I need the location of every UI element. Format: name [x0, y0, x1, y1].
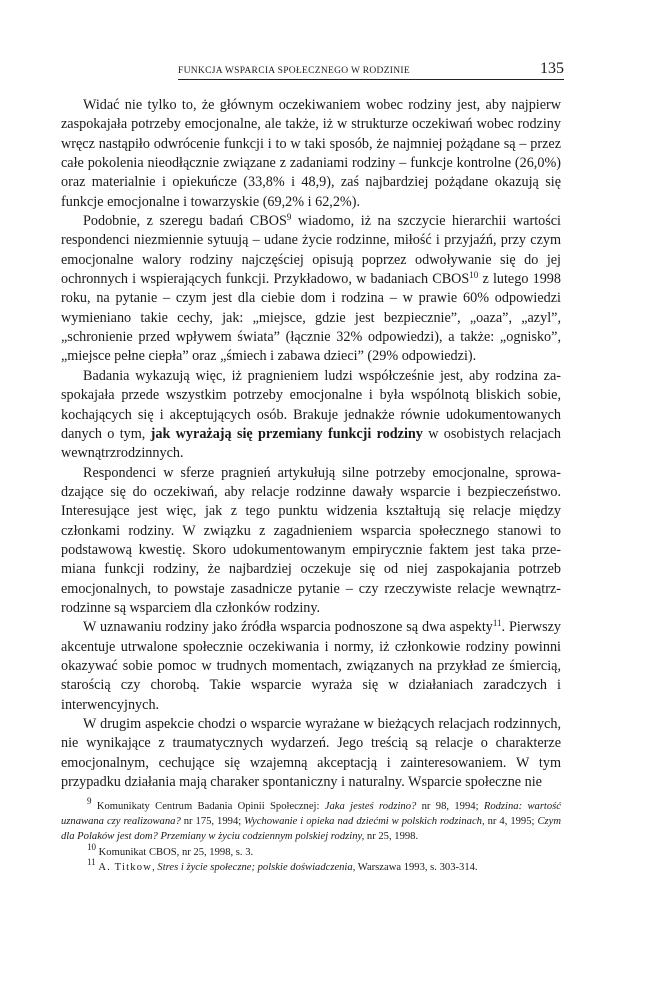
running-head	[178, 62, 564, 82]
page-number: 135	[540, 60, 564, 77]
paragraph-text: Widać nie tylko to, że głównym oczekiwaniem wobec rodziny jest, aby najpierw zaspokajała potrzeby emocjonalne, ale także, iż w strukturze oczekiwań wobec rodziny wręcz nastąpiło odwrócenie funkcji i to w taki sposób, że najmniej pożądane są – przez całe pokolenia nieodłącznie związane z zadaniami rodziny – funkcje kontrolne (26,0%) oraz materialnie i opiekuńcze (33,8% i 48,9), zaś najbardziej pożądane okazują się funkcje emocjonalne i towarzyskie (69,2% i 62,2%).	[61, 97, 561, 210]
paragraph-2	[61, 212, 561, 367]
footnote-text: nr 4, 1995;	[484, 816, 538, 828]
paragraph-text: . Pierwszy akcentuje utrwalone społecznie oczekiwania i normy, iż członkowie rodziny powinni okazywać sobie pomoc w trudnych momentach, związanych na przykład ze śmiercią, starością czy chorobą. Takie wsparcie wyraża się w działaniach zaradczych i interwencyjnych.	[61, 619, 561, 713]
footnote-9	[61, 796, 562, 845]
paragraph-1	[61, 96, 561, 212]
header-rule	[178, 79, 564, 80]
paragraph-text: z lutego 1998 roku, na pytanie – czym jest dla ciebie dom i rodzina – w prawie 60% odpowiedzi wymieniano takie cechy, jak: „miejsce, gdzie jest bezpiecznie”, „oaza”, „azyl”, „schronienie przed wpływem świata” (łącznie 32% odpowiedzi), a także: „ognisko”, „miejsce pełne ciepła” oraz „śmiech i zabawa dzieci” (29% odpowiedzi).	[61, 271, 561, 365]
footnote-11	[61, 856, 561, 875]
paragraph-text: w osobistych relacjach wewnątrzrodzinnych.	[61, 425, 561, 462]
footnote-ref-11[interactable]: 11	[492, 618, 502, 629]
paragraph-text: wiadomo, iż na szczycie hierarchii wartości respondenci niezmiennie sytuują – udane życie rodzinne, miłość i przyjaźń, przy czym emocjonalne walory rodziny najczęściej opisują poprzez odwoływanie się do jej ochronnych i wspierających funkcji. Przykładowo, w badaniach CBOS	[61, 213, 561, 288]
footnote-text: ,	[152, 861, 158, 873]
paragraph-text: Podobnie, z szeregu badań CBOS	[83, 213, 287, 230]
paragraph-5	[61, 618, 561, 715]
paragraph-text: W uznawaniu rodziny jako źródła wsparcia podnoszone są dwa aspekty	[83, 619, 493, 636]
paragraph-3	[61, 367, 561, 464]
footnote-number: 9	[87, 796, 92, 806]
paragraph-text: W drugim aspekcie chodzi o wsparcie wyrażane w bieżących relacjach rodzinnych, nie wynikające z traumatycznych wydarzeń. Jego treścią są relacje o charakterze emocjonalnym, cechujące się wzajemną akceptacją i zainteresowaniem. W tym przypadku działania mają charaker spontaniczny i naturalny. Wsparcie społeczne nie	[61, 716, 561, 791]
footnote-text: nr 175, 1994;	[180, 816, 245, 828]
paragraph-4	[61, 464, 561, 619]
emphasis-bold: jak wyrażają się przemiany funkcji rodziny	[150, 425, 423, 442]
footnote-text: , Warszawa 1993, s. 303-314.	[352, 861, 478, 873]
footnote-text: Komunikaty Centrum Badania Opinii Społecznej:	[96, 801, 325, 812]
citation-title: Czym dla Polaków jest dom? Przemiany w życiu codziennym polskiej rodziny,	[61, 816, 561, 843]
paragraph-text: Respondenci w sferze pragnień artykułują silne potrzeby emocjonalne, sprowadzające się do oczekiwań, aby relacje rodzinne dawały wsparcie i bezpieczeństwo. Interesujące jest więc, jak z tego punktu widzenia kształtują się relacje między członkami rodziny. W związku z zagadnieniem wsparcia społecznego stanowi to podstawową kwestię. Skoro udokumentowanym empirycznie faktem jest taka przemiana funkcji rodziny, że najbardziej oczekuje się od niej zaspokajania potrzeb emocjonalnych, to powstaje zasadnicze pytanie – czy rzeczywiste relacje wewnątrzrodzinne są wsparciem dla członków rodziny.	[61, 464, 561, 616]
body-text	[61, 96, 561, 792]
footnote-text: nr 98, 1994;	[416, 801, 484, 812]
footnote-number: 11	[87, 856, 96, 867]
citation-title: Jaka jesteś rodzino?	[324, 801, 417, 812]
citation-title: Rodzina: wartość uznawana czy realizowana?	[61, 801, 562, 828]
footnote-10	[61, 841, 561, 860]
paragraph-6	[61, 715, 561, 792]
citation-title: Stres i życie społeczne; polskie doświadczenia	[157, 861, 353, 873]
citation-title: Wychowanie i opieka nad dziećmi w polskich rodzinach,	[244, 816, 485, 828]
footnote-ref-9[interactable]: 9	[286, 212, 292, 223]
footnote-ref-10[interactable]: 10	[469, 270, 479, 281]
footnote-text: nr 25, 1998.	[364, 831, 419, 843]
citation-author: A. Titkow	[98, 861, 153, 873]
paragraph-text: Badania wykazują więc, iż pragnieniem ludzi współcześnie jest, aby rodzina zaspokajała przede wszystkim potrzeby emocjonalne i była wspólnotą bliskich sobie, kochających się i akceptujących osób. Brakuje jednakże równie udokumentowanych danych o tym,	[61, 367, 561, 442]
footnotes	[61, 796, 562, 875]
footnote-number: 10	[87, 841, 96, 852]
running-title: FUNKCJA WSPARCIA SPOŁECZNEGO W RODZINIE	[178, 66, 410, 76]
footnote-text: Komunikat CBOS, nr 25, 1998, s. 3.	[98, 846, 254, 858]
